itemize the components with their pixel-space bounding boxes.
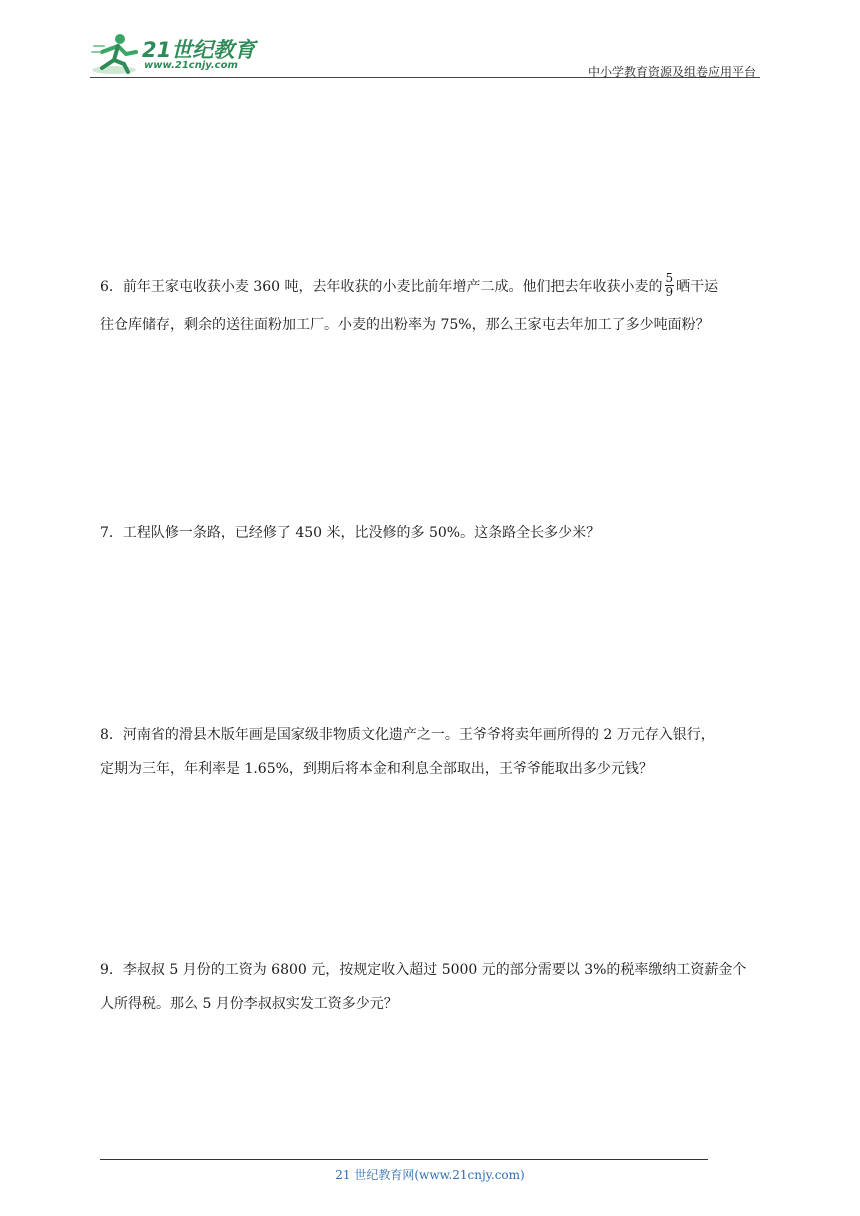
question-9-line-2: 人所得税。那么 5 月份李叔叔实发工资多少元？: [100, 996, 398, 1012]
platform-name: 中小学教育资源及组卷应用平台: [587, 65, 756, 79]
question-8-line-2: 定期为三年，年利率是 1.65%，到期后将本金和利息全部取出，王爷爷能取出多少元钱？: [100, 761, 653, 777]
question-9: [100, 955, 780, 1019]
fraction-denominator: 9: [665, 284, 674, 299]
question-8: [100, 720, 780, 784]
footer-divider: [100, 1159, 708, 1160]
question-6-text-a: 6．前年王家屯收获小麦 360 吨，去年收获的小麦比前年增产二成。他们把去年收获小麦的: [100, 279, 663, 295]
question-6-line-1: [100, 272, 780, 302]
runner-logo-icon: [90, 32, 140, 76]
fraction-numerator: 5: [665, 270, 674, 285]
site-logo: [90, 30, 265, 78]
question-6: [100, 272, 780, 340]
question-8-line-1: 8．河南省的滑县木版年画是国家级非物质文化遗产之一。王爷爷将卖年画所得的 2 万元存入银行，: [100, 727, 715, 743]
fraction-five-ninths: [665, 272, 675, 299]
page-header: [90, 30, 760, 80]
question-9-line-1: 9．李叔叔 5 月份的工资为 6800 元，按规定收入超过 5000 元的部分需要以 3%的税率缴纳工资薪金个: [100, 962, 747, 978]
question-6-line-2: 往仓库储存，剩余的送往面粉加工厂。小麦的出粉率为 75%，那么王家屯去年加工了多少吨面粉？: [100, 317, 710, 333]
logo-name: 21世纪教育: [142, 38, 256, 62]
question-7-line-1: 7．工程队修一条路，已经修了 450 米，比没修的多 50%。这条路全长多少米？: [100, 525, 601, 541]
question-6-text-b: 晒干运: [676, 279, 719, 295]
question-7: [100, 518, 780, 548]
footer-link[interactable]: 21 世纪教育网(www.21cnjy.com): [335, 1168, 525, 1182]
header-divider: [90, 77, 760, 78]
logo-url: www.21cnjy.com: [144, 60, 238, 71]
